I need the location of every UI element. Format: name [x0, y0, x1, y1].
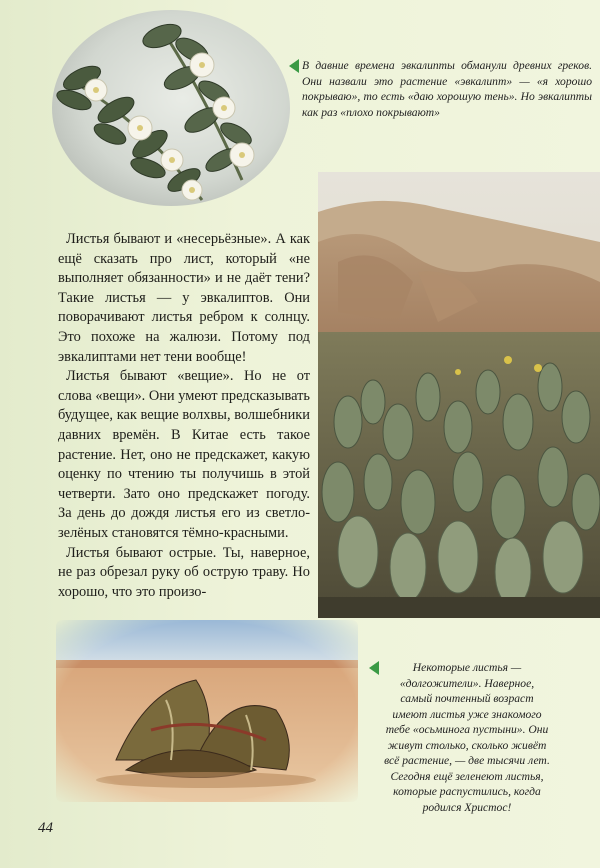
- paragraph-frivolous-leaves: Листья бывают и «несерьёзные». А как ещё сказать про лист, который «не выполняет обязанности» и не даёт тени? Такие листья — у эвкалиптов. Они поворачивают листья ребром к солнцу. Это похоже на жалюзи. Потому под эвкалиптами нет тени вообще!: [58, 231, 310, 365]
- paragraph-prophetic-leaves: Листья бывают «вещие». Но не от слова «вещи». Они умеют предсказывать будущее, как вещие волхвы, волшебники давних времён. В Китае есть такое растение. Нет, оно не предскажет, какую оценку по чтению ты получишь в этой четверти. Зато оно предскажет погоду. За день до дождя листья его из светло-зелёных становятся тёмно-красными.: [58, 368, 310, 541]
- welwitschia-photo: [56, 620, 358, 802]
- caption-eucalyptus: В давние времена эвкалипты обманули древних греков. Они назвали это растение «эвкалипт» — «я хорошо покрываю», то есть «даю хорошую тень». Но эвкалипты как раз «плохо покрывают»: [302, 59, 592, 119]
- eucalyptus-illustration: [52, 10, 290, 206]
- caption-pointer-icon: [289, 59, 299, 73]
- desert-plant-drawing: [56, 620, 358, 802]
- paragraph-sharp-leaves: Листья бывают острые. Ты, наверное, не раз обрезал руку об острую траву. Но хорошо, что это произо-: [58, 544, 310, 600]
- caption-pointer-icon: [369, 661, 379, 675]
- desert-painting: [318, 172, 600, 618]
- page-number: 44: [38, 820, 53, 836]
- caption-long-lived-leaves: Некоторые листья — «долгожители». Наверное, самый почтенный возраст имеют листья уже знакомого тебе «осьминога пустыни». Они живут столько, сколько живёт всё растение, — две тысячи лет. Сегодня ещё зеленеют листья, которые распустились, когда родился Христос!: [384, 661, 550, 814]
- eucalyptus-branch-drawing: [52, 10, 290, 206]
- cactus-desert-drawing: [318, 172, 600, 618]
- body-text: [58, 230, 310, 602]
